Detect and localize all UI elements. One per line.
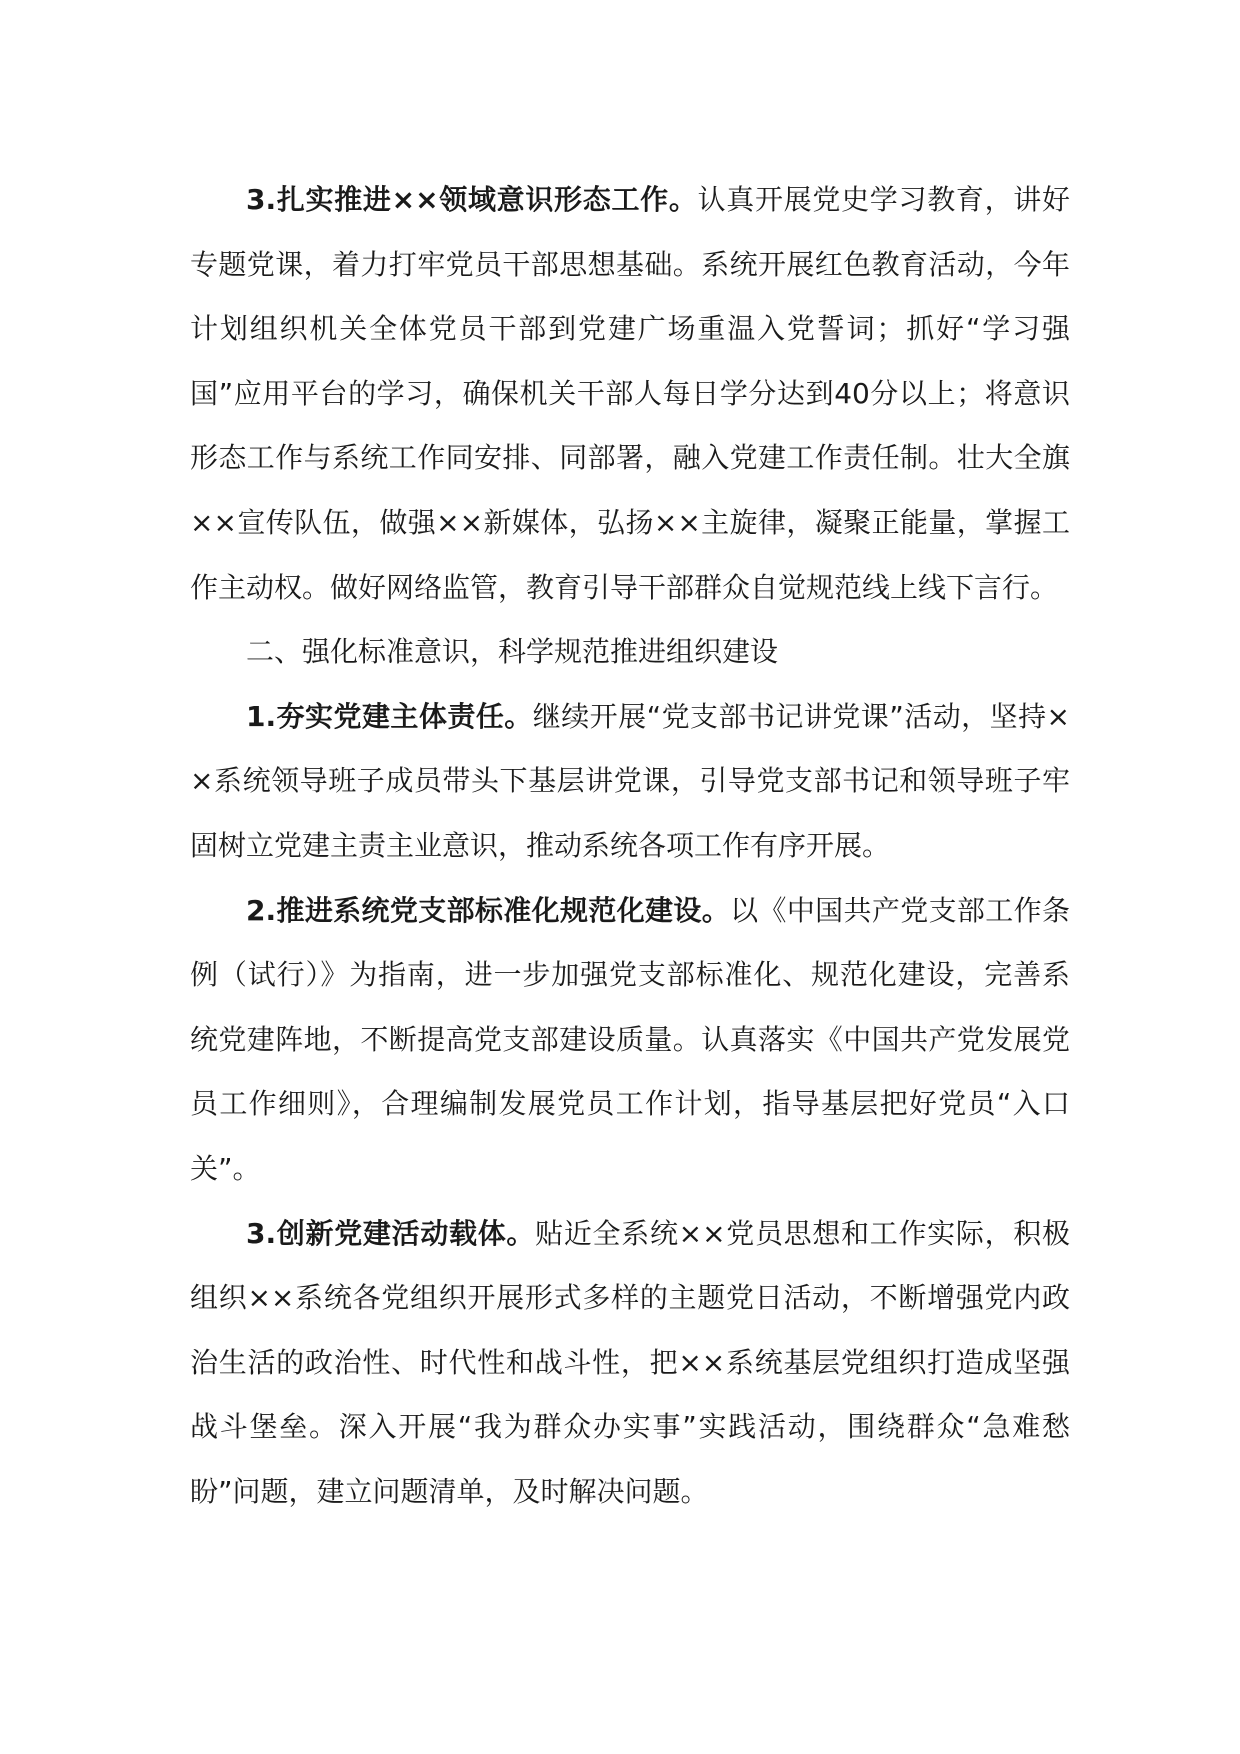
paragraph-text: 贴近全系统××党员思想和工作实际，积极组织××系统各党组织开展形式多样的主题党日活动，不断增强党内政治生活的政治性、时代性和战斗性，把××系统基层党组织打造成坚强战斗堡垒。深入开展“我为群众办实事”实践活动，围绕群众“急难愁盼”问题，建立问题清单，及时解决问题。 (190, 1216, 1070, 1508)
paragraph-text: 继续开展“党支部书记讲党课”活动，坚持××系统领导班子成员带头下基层讲党课，引导党支部书记和领导班子牢固树立党建主责主业意识，推动系统各项工作有序开展。 (190, 699, 1070, 862)
paragraph-branch-standardization (190, 879, 1070, 1202)
section-heading-organization (190, 620, 1070, 685)
section-heading-text: 二、强化标准意识，科学规范推进组织建设 (246, 635, 779, 669)
paragraph-ideology-work (190, 168, 1070, 620)
paragraph-text: 以《中国共产党支部工作条例（试行）》为指南，进一步加强党支部标准化、规范化建设，完善系统党建阵地，不断提高党支部建设质量。认真落实《中国共产党发展党员工作细则》，合理编制发展党员工作计划，指导基层把好党员“入口关”。 (190, 893, 1070, 1185)
paragraph-activity-innovation (190, 1202, 1070, 1525)
paragraph-heading: 3.创新党建活动载体。 (246, 1216, 536, 1250)
paragraph-heading: 1.夯实党建主体责任。 (246, 699, 533, 733)
paragraph-heading: 3.扎实推进××领域意识形态工作。 (246, 183, 698, 216)
paragraph-heading: 2.推进系统党支部标准化规范化建设。 (246, 893, 731, 927)
paragraph-text: 认真开展党史学习教育，讲好专题党课，着力打牢党员干部思想基础。系统开展红色教育活动，今年计划组织机关全体党员干部到党建广场重温入党誓词；抓好“学习强国”应用平台的学习，确保机关干部人每日学分达到40分以上；将意识形态工作与系统工作同安排、同部署，融入党建工作责任制。壮大全旗××宣传队伍，做强××新媒体，弘扬××主旋律，凝聚正能量，掌握工作主动权。做好网络监管，教育引导干部群众自觉规范线上线下言行。 (190, 183, 1070, 604)
paragraph-party-responsibility (190, 685, 1070, 879)
document-body (190, 168, 1070, 1524)
